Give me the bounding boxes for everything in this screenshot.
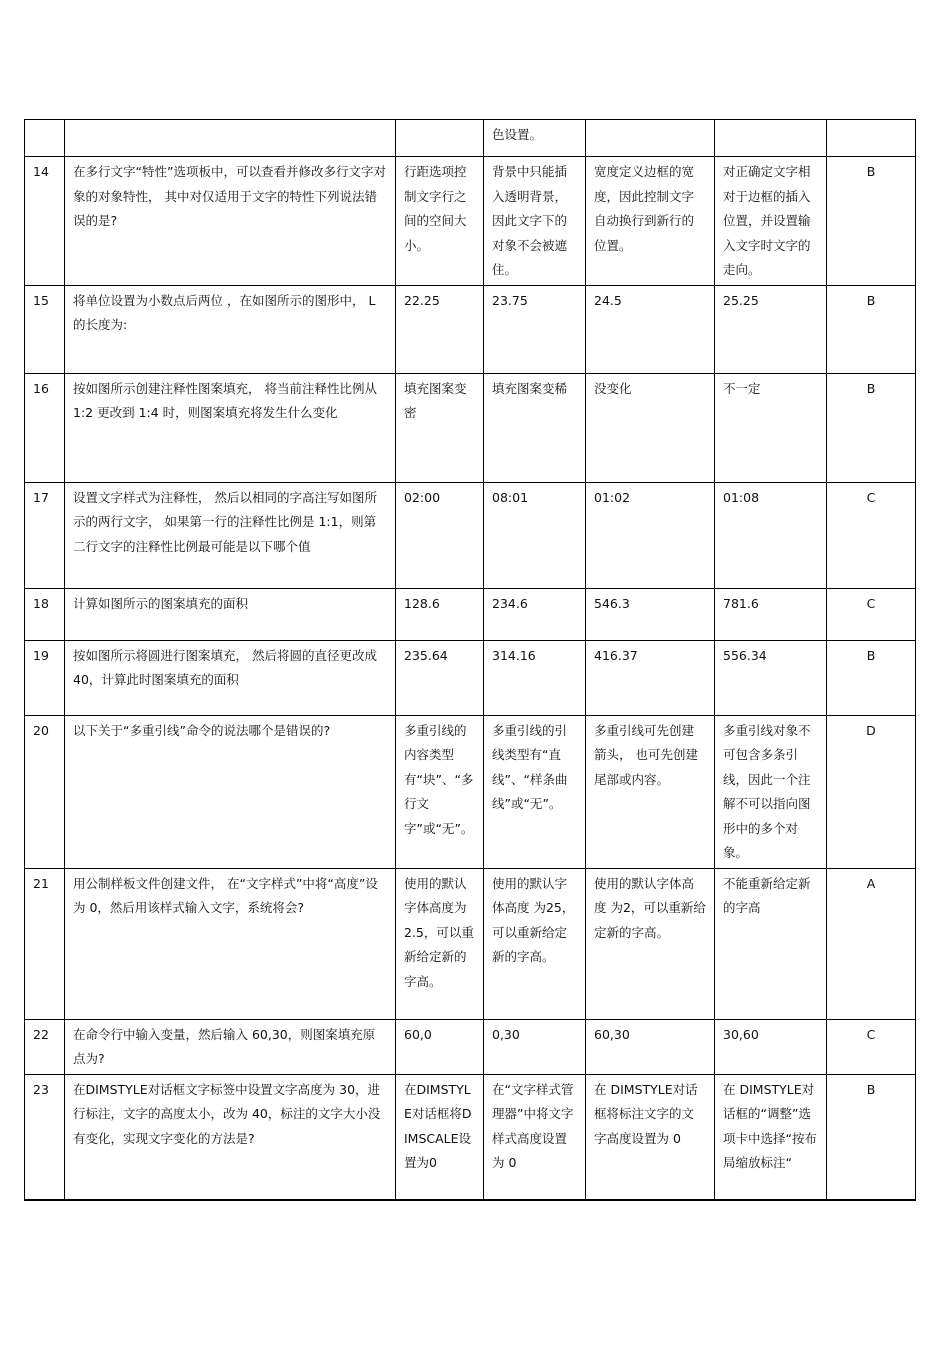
- option-b-cell: 23.75: [484, 285, 586, 373]
- answer-cell: B: [827, 157, 916, 286]
- question-number-cell: 21: [25, 868, 65, 1019]
- question-number-cell: 19: [25, 640, 65, 715]
- option-d-cell: 25.25: [715, 285, 827, 373]
- quiz-table: [24, 119, 916, 1201]
- answer-cell: [827, 120, 916, 157]
- option-c-cell: 24.5: [586, 285, 715, 373]
- option-b-cell: 在“文字样式管理器”中将文字样式高度设置为 0: [484, 1074, 586, 1200]
- option-b-cell: 背景中只能插入透明背景，因此文字下的对象不会被遮住。: [484, 157, 586, 286]
- option-b-cell: 使用的默认字体高度 为25，可以重新给定新的字高。: [484, 868, 586, 1019]
- option-d-cell: 30,60: [715, 1019, 827, 1074]
- table-row: [25, 1074, 916, 1200]
- question-text-cell: 在命令行中输入变量，然后输入 60,30，则图案填充原点为?: [65, 1019, 396, 1074]
- option-a-cell: 60,0: [396, 1019, 484, 1074]
- answer-cell: B: [827, 285, 916, 373]
- question-text-cell: 计算如图所示的图案填充的面积: [65, 588, 396, 640]
- question-text-cell: 在DIMSTYLE对话框文字标签中设置文字高度为 30，进行标注，文字的高度太小，改为 40，标注的文字大小没有变化，实现文字变化的方法是?: [65, 1074, 396, 1200]
- option-d-cell: 不能重新给定新的字高: [715, 868, 827, 1019]
- table-row: [25, 715, 916, 868]
- question-text-cell: 设置文字样式为注释性， 然后以相同的字高注写如图所示的两行文字， 如果第一行的注释性比例是 1:1，则第二行文字的注释性比例最可能是以下哪个值: [65, 482, 396, 588]
- table-row: [25, 588, 916, 640]
- option-c-cell: 使用的默认字体高度 为2，可以重新给定新的字高。: [586, 868, 715, 1019]
- table-row: [25, 285, 916, 373]
- question-text-cell: 在多行文字“特性”选项板中，可以查看并修改多行文字对象的对象特性， 其中对仅适用于文字的特性下列说法错误的是?: [65, 157, 396, 286]
- option-c-cell: 没变化: [586, 373, 715, 482]
- question-number-cell: 14: [25, 157, 65, 286]
- option-b-cell: 08:01: [484, 482, 586, 588]
- question-text-cell: 用公制样板文件创建文件， 在“文字样式”中将“高度”设为 0，然后用该样式输入文字，系统将会?: [65, 868, 396, 1019]
- option-a-cell: 02:00: [396, 482, 484, 588]
- option-d-cell: 在 DIMSTYLE对话框的“调整”选项卡中选择“按布局缩放标注“: [715, 1074, 827, 1200]
- option-a-cell: 235.64: [396, 640, 484, 715]
- option-d-cell: [715, 120, 827, 157]
- question-text-cell: 按如图所示创建注释性图案填充， 将当前注释性比例从 1:2 更改到 1:4 时，则图案填充将发生什么变化: [65, 373, 396, 482]
- option-c-cell: 546.3: [586, 588, 715, 640]
- table-row: [25, 373, 916, 482]
- question-number-cell: 23: [25, 1074, 65, 1200]
- table-row: [25, 1019, 916, 1074]
- answer-cell: C: [827, 588, 916, 640]
- option-c-cell: 在 DIMSTYLE对话框将标注文字的文字高度设置为 0: [586, 1074, 715, 1200]
- option-a-cell: 22.25: [396, 285, 484, 373]
- option-b-cell: 多重引线的引线类型有“直线”、“样条曲线”或“无”。: [484, 715, 586, 868]
- option-a-cell: [396, 120, 484, 157]
- option-c-cell: [586, 120, 715, 157]
- question-number-cell: [25, 120, 65, 157]
- table-row: [25, 868, 916, 1019]
- table-row: [25, 157, 916, 286]
- option-c-cell: 60,30: [586, 1019, 715, 1074]
- question-text-cell: [65, 120, 396, 157]
- question-text-cell: 按如图所示将圆进行图案填充， 然后将圆的直径更改成 40，计算此时图案填充的面积: [65, 640, 396, 715]
- option-d-cell: 01:08: [715, 482, 827, 588]
- answer-cell: B: [827, 640, 916, 715]
- answer-cell: B: [827, 373, 916, 482]
- option-b-cell: 314.16: [484, 640, 586, 715]
- option-b-cell: 234.6: [484, 588, 586, 640]
- table-row: [25, 482, 916, 588]
- answer-cell: C: [827, 1019, 916, 1074]
- option-c-cell: 宽度定义边框的宽度，因此控制文字自动换行到新行的位置。: [586, 157, 715, 286]
- question-number-cell: 20: [25, 715, 65, 868]
- question-number-cell: 22: [25, 1019, 65, 1074]
- option-a-cell: 使用的默认字体高度为2.5，可以重新给定新的字高。: [396, 868, 484, 1019]
- option-b-cell: 0,30: [484, 1019, 586, 1074]
- question-number-cell: 16: [25, 373, 65, 482]
- option-d-cell: 556.34: [715, 640, 827, 715]
- option-b-cell: 填充图案变稀: [484, 373, 586, 482]
- table-row: [25, 640, 916, 715]
- option-a-cell: 行距选项控制文字行之间的空间大小。: [396, 157, 484, 286]
- option-c-cell: 01:02: [586, 482, 715, 588]
- option-a-cell: 在DIMSTYLE对话框将DIMSCALE设置为0: [396, 1074, 484, 1200]
- option-d-cell: 对正确定文字相对于边框的插入位置，并设置输入文字时文字的走向。: [715, 157, 827, 286]
- question-text-cell: 以下关于“多重引线”命令的说法哪个是错误的?: [65, 715, 396, 868]
- answer-cell: B: [827, 1074, 916, 1200]
- answer-cell: C: [827, 482, 916, 588]
- option-d-cell: 781.6: [715, 588, 827, 640]
- question-number-cell: 17: [25, 482, 65, 588]
- option-a-cell: 128.6: [396, 588, 484, 640]
- option-a-cell: 填充图案变密: [396, 373, 484, 482]
- option-a-cell: 多重引线的内容类型有“块”、“多行文字”或“无”。: [396, 715, 484, 868]
- option-b-cell: 色设置。: [484, 120, 586, 157]
- option-d-cell: 不一定: [715, 373, 827, 482]
- table-row-continued: [25, 120, 916, 157]
- answer-cell: A: [827, 868, 916, 1019]
- option-c-cell: 多重引线可先创建箭头， 也可先创建尾部或内容。: [586, 715, 715, 868]
- option-d-cell: 多重引线对象不可包含多条引线，因此一个注解不可以指向图形中的多个对象。: [715, 715, 827, 868]
- question-number-cell: 18: [25, 588, 65, 640]
- option-c-cell: 416.37: [586, 640, 715, 715]
- answer-cell: D: [827, 715, 916, 868]
- question-text-cell: 将单位设置为小数点后两位 ，在如图所示的图形中， L的长度为:: [65, 285, 396, 373]
- question-number-cell: 15: [25, 285, 65, 373]
